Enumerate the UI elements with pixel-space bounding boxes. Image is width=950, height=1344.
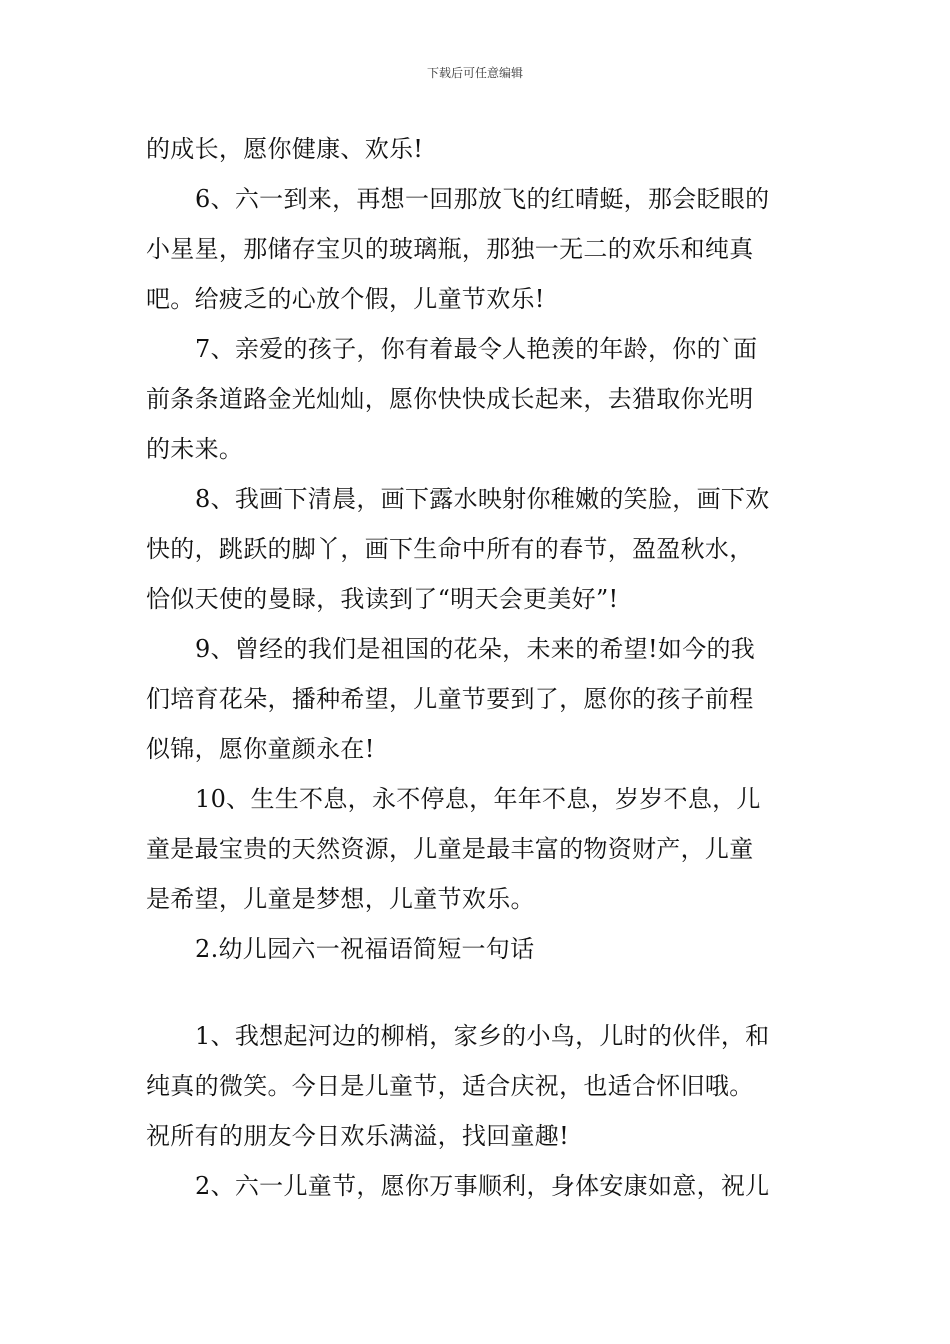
page-header: 下载后可任意编辑 (426, 66, 523, 80)
text-line: 的未来。 (146, 435, 244, 463)
text-line: 吧。给疲乏的心放个假，儿童节欢乐! (146, 285, 545, 313)
text-line: 童是最宝贵的天然资源，儿童是最丰富的物资财产，儿童 (146, 835, 754, 863)
text-line: 前条条道路金光灿灿，愿你快快成长起来，去猎取你光明 (146, 385, 754, 413)
text-line: 恰似天使的曼睩，我读到了“明天会更美好”! (146, 585, 619, 613)
text-line: 似锦，愿你童颜永在! (146, 735, 375, 763)
document-body (146, 124, 811, 1211)
text-line: 7、亲爱的孩子，你有着最令人艳羡的年龄，你的`面 (195, 335, 758, 363)
text-line: 是希望，儿童是梦想，儿童节欢乐。 (146, 885, 535, 913)
text-line: 们培育花朵，播种希望，儿童节要到了，愿你的孩子前程 (146, 685, 754, 713)
text-line: 9、曾经的我们是祖国的花朵，未来的希望!如今的我 (195, 635, 756, 663)
text-line: 6、六一到来，再想一回那放飞的红晴蜓，那会眨眼的 (195, 185, 770, 213)
section-heading: 2.幼儿园六一祝福语简短一句话 (195, 935, 535, 963)
text-line: 10、生生不息，永不停息，年年不息，岁岁不息，儿 (195, 785, 761, 813)
text-line: 1、我想起河边的柳梢，家乡的小鸟，儿时的伙伴，和 (195, 1022, 770, 1050)
text-line: 2、六一儿童节，愿你万事顺利，身体安康如意，祝儿 (195, 1172, 770, 1200)
text-line: 的成长，愿你健康、欢乐! (146, 135, 424, 163)
text-line: 小星星，那储存宝贝的玻璃瓶，那独一无二的欢乐和纯真 (146, 235, 754, 263)
text-line: 祝所有的朋友今日欢乐满溢，找回童趣! (146, 1122, 570, 1150)
text-line: 纯真的微笑。今日是儿童节，适合庆祝，也适合怀旧哦。 (146, 1072, 754, 1100)
text-line: 快的，跳跃的脚丫，画下生命中所有的春节，盈盈秋水， (146, 535, 754, 563)
text-line: 8、我画下清晨，画下露水映射你稚嫩的笑脸，画下欢 (195, 485, 770, 513)
